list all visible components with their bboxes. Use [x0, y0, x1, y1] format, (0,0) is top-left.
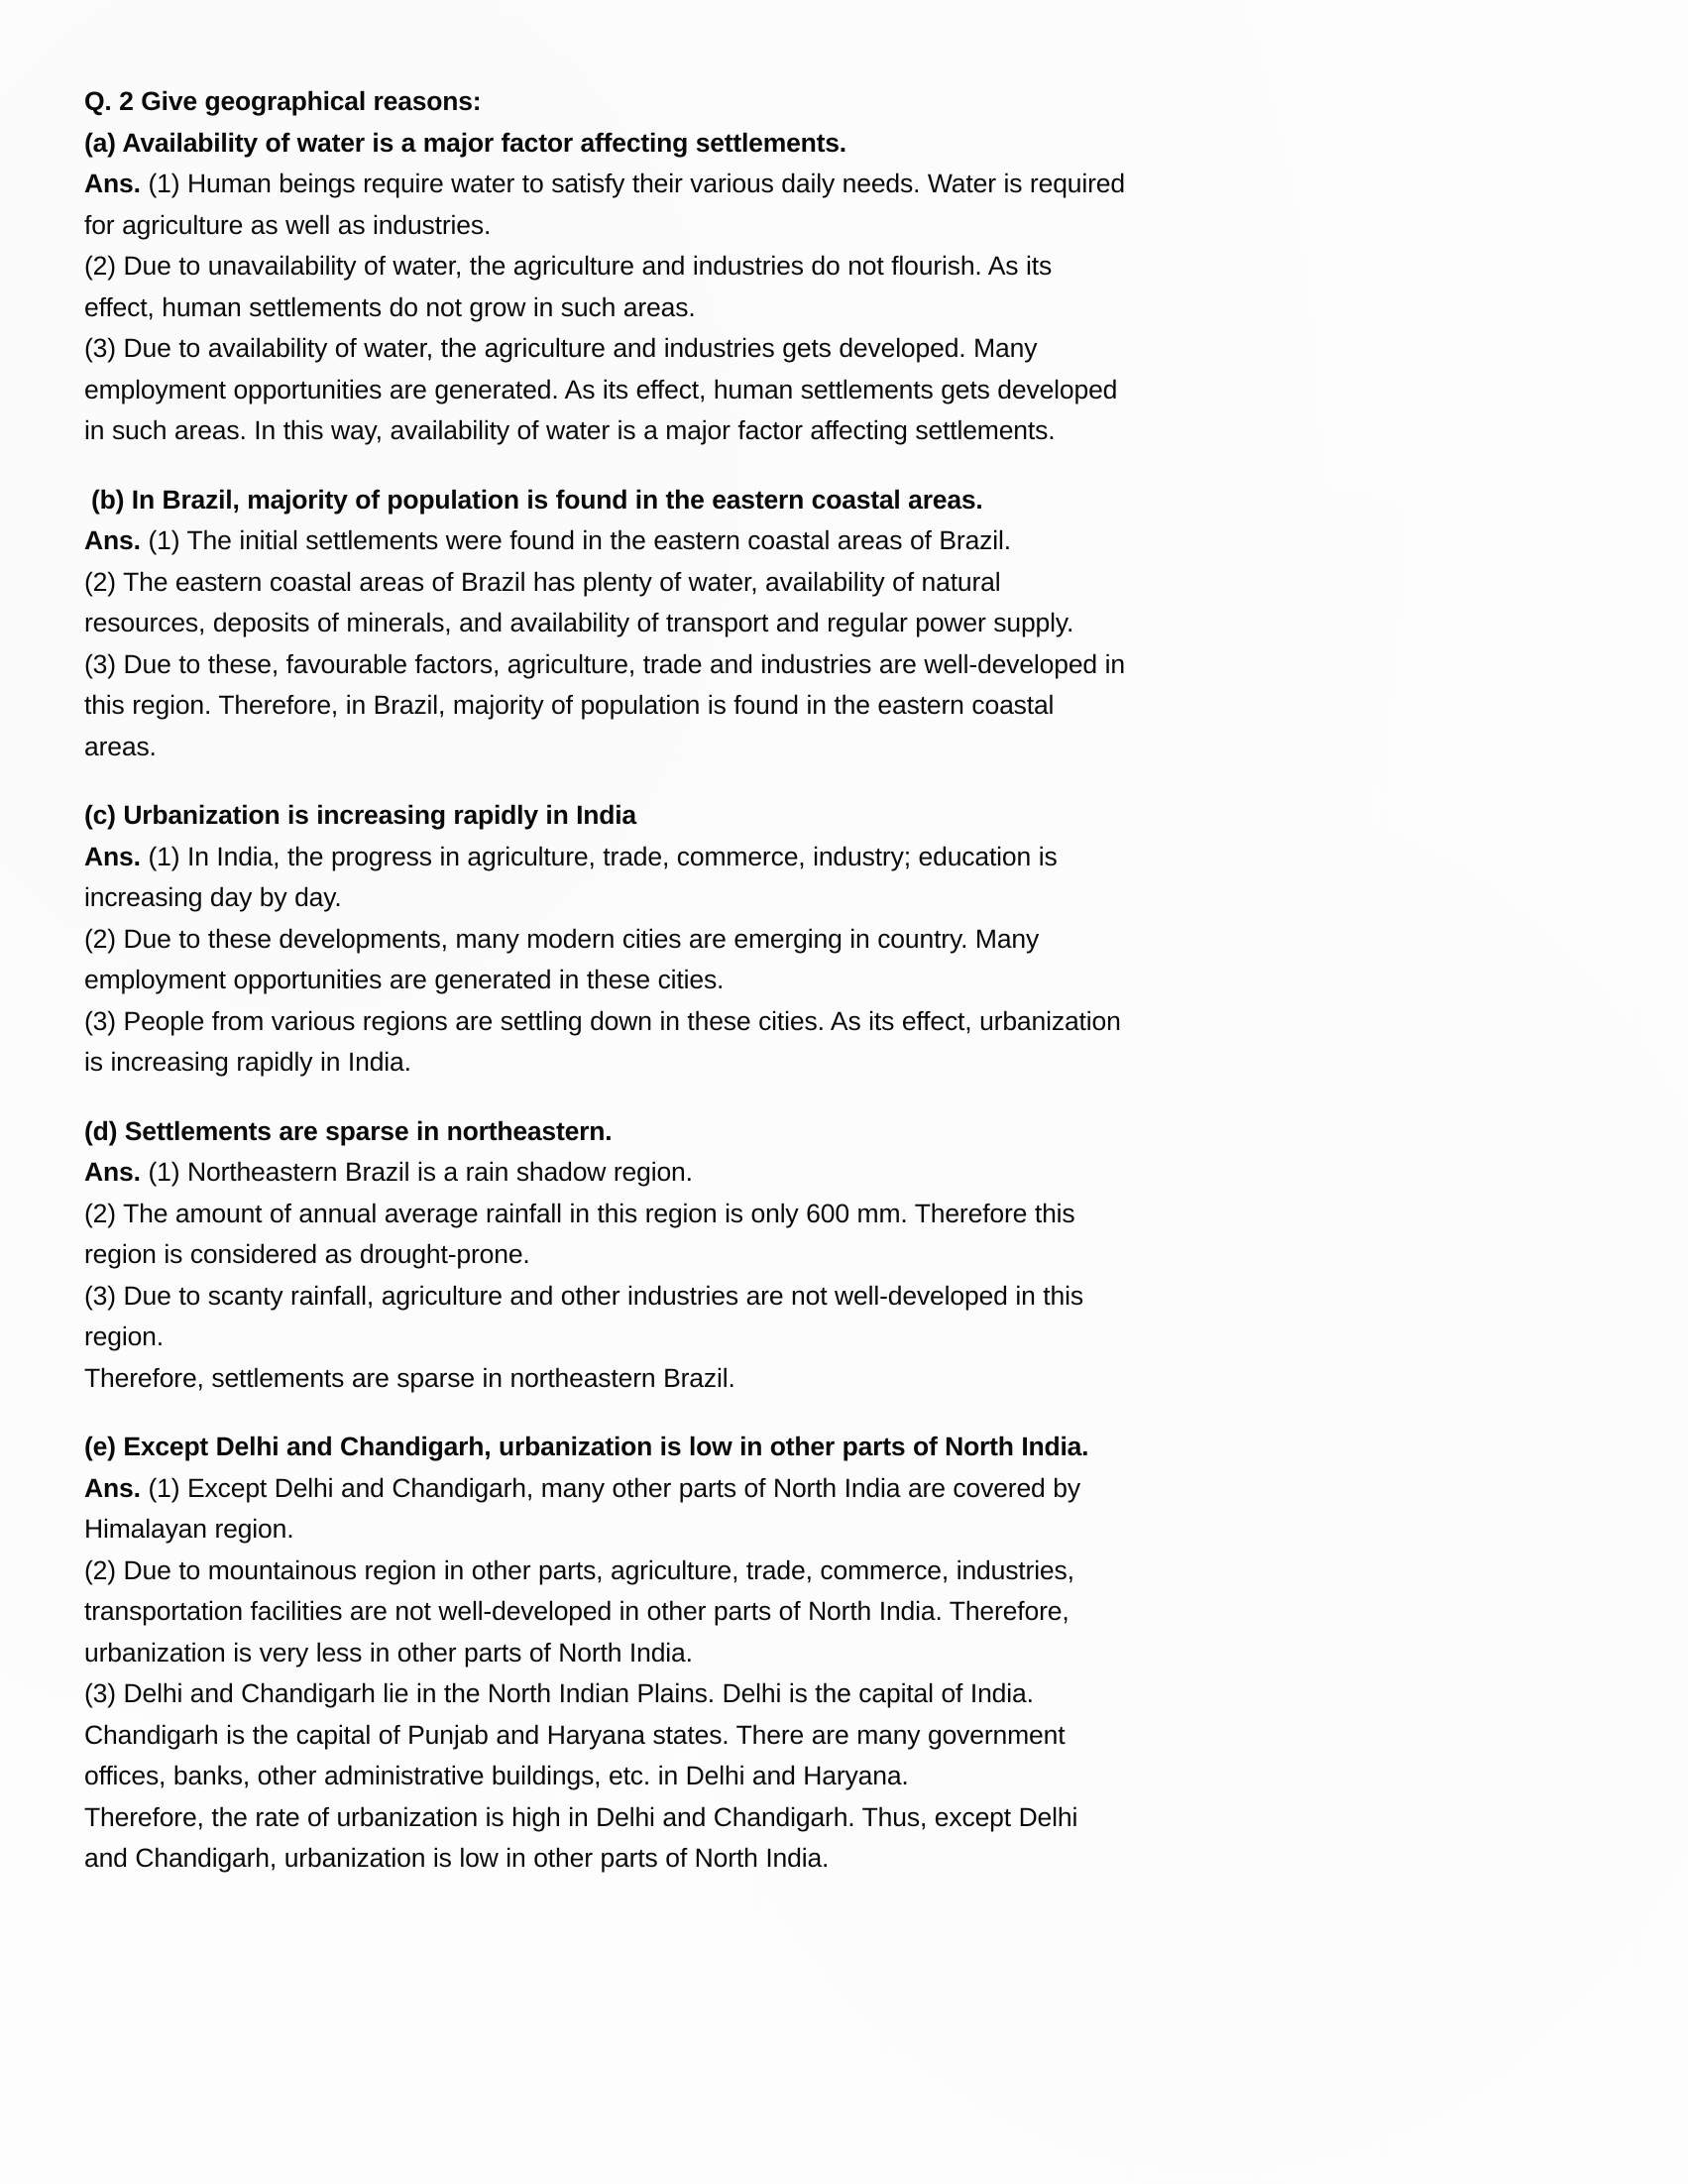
section-e-heading: (e) Except Delhi and Chandigarh, urbanization is low in other parts of North India.	[84, 1432, 1089, 1461]
section-c-point-3: (3) People from various regions are settling down in these cities. As its effect, urbanization is increasing rapidly in India.	[84, 1005, 1121, 1077]
section-a-heading: (a) Availability of water is a major factor affecting settlements.	[84, 127, 846, 158]
section-e-point-3: (3) Delhi and Chandigarh lie in the North Indian Plains. Delhi is the capital of India. Chandigarh is the capital of Punjab and Haryana states. There are many government offices, banks, other administrative buildings, etc. in Delhi and Haryana.	[84, 1678, 1066, 1790]
answer-label-b: Ans.	[84, 525, 141, 555]
section-c-point-1	[84, 837, 1125, 919]
section-d-point-3: (3) Due to scanty rainfall, agriculture and other industries are not well-developed in this region.	[84, 1280, 1083, 1351]
section-d-conclusion: Therefore, settlements are sparse in northeastern Brazil.	[84, 1362, 735, 1393]
question-title: Q. 2 Give geographical reasons:	[84, 86, 482, 116]
section-d-heading: (d) Settlements are sparse in northeastern.	[84, 1115, 613, 1146]
section-a-point-2: (2) Due to unavailability of water, the agriculture and industries do not flourish. As its effect, human settlements do not grow in such areas.	[84, 251, 1053, 322]
section-b-point-2: (2) The eastern coastal areas of Brazil has plenty of water, availability of natural resources, deposits of minerals, and availability of transport and regular power supply.	[84, 566, 1074, 637]
section-b-point-1-text: (1) The initial settlements were found in the eastern coastal areas of Brazil.	[148, 525, 1011, 555]
section-e-point-2: (2) Due to mountainous region in other parts, agriculture, trade, commerce, industries, transportation facilities are not well-developed in other parts of North India. Therefore, urbanization is very less in other parts of North India.	[84, 1554, 1074, 1667]
section-a-point-1-text: (1) Human beings require water to satisfy their various daily needs. Water is required for agriculture as well as industries.	[84, 169, 1125, 240]
section-d-point-2: (2) The amount of annual average rainfall in this region is only 600 mm. Therefore this region is considered as drought-prone.	[84, 1198, 1075, 1269]
section-c-point-1-text: (1) In India, the progress in agriculture, trade, commerce, industry; education is increasing day by day.	[84, 841, 1058, 912]
section-e-point-1-text: (1) Except Delhi and Chandigarh, many other parts of North India are covered by Himalayan region.	[84, 1472, 1080, 1544]
section-c-point-2: (2) Due to these developments, many modern cities are emerging in country. Many employment opportunities are generated in these cities.	[84, 923, 1040, 994]
spacer-after-c	[84, 1084, 1125, 1111]
document-content	[84, 81, 1125, 1880]
spacer-after-a	[84, 452, 1125, 480]
spacer-after-b	[84, 767, 1125, 795]
section-a-point-3: (3) Due to availability of water, the agriculture and industries gets developed. Many employment opportunities are generated. As its effect, human settlements gets developed in such areas. In this way, availability of water is a major factor affecting settlements.	[84, 333, 1118, 445]
spacer-after-d	[84, 1399, 1125, 1427]
section-e-conclusion: Therefore, the rate of urbanization is high in Delhi and Chandigarh. Thus, except Delhi and Chandigarh, urbanization is low in other parts of North India.	[84, 1801, 1078, 1873]
answer-label-c: Ans.	[84, 841, 141, 871]
answer-label-d: Ans.	[84, 1157, 141, 1187]
section-d-point-1-text: (1) Northeastern Brazil is a rain shadow region.	[148, 1157, 693, 1187]
answer-label-a: Ans.	[84, 169, 141, 198]
section-a-point-1	[84, 164, 1125, 246]
section-d-point-1	[84, 1152, 1125, 1194]
section-e-point-1	[84, 1468, 1125, 1551]
section-b-point-1	[84, 520, 1125, 562]
section-b-point-3: (3) Due to these, favourable factors, agriculture, trade and industries are well-developed in this region. Therefore, in Brazil, majority of population is found in the eastern coastal areas.	[84, 648, 1125, 761]
section-c-heading: (c) Urbanization is increasing rapidly in India	[84, 800, 636, 830]
answer-label-e: Ans.	[84, 1472, 141, 1503]
section-b-heading: (b) In Brazil, majority of population is found in the eastern coastal areas.	[91, 484, 983, 515]
